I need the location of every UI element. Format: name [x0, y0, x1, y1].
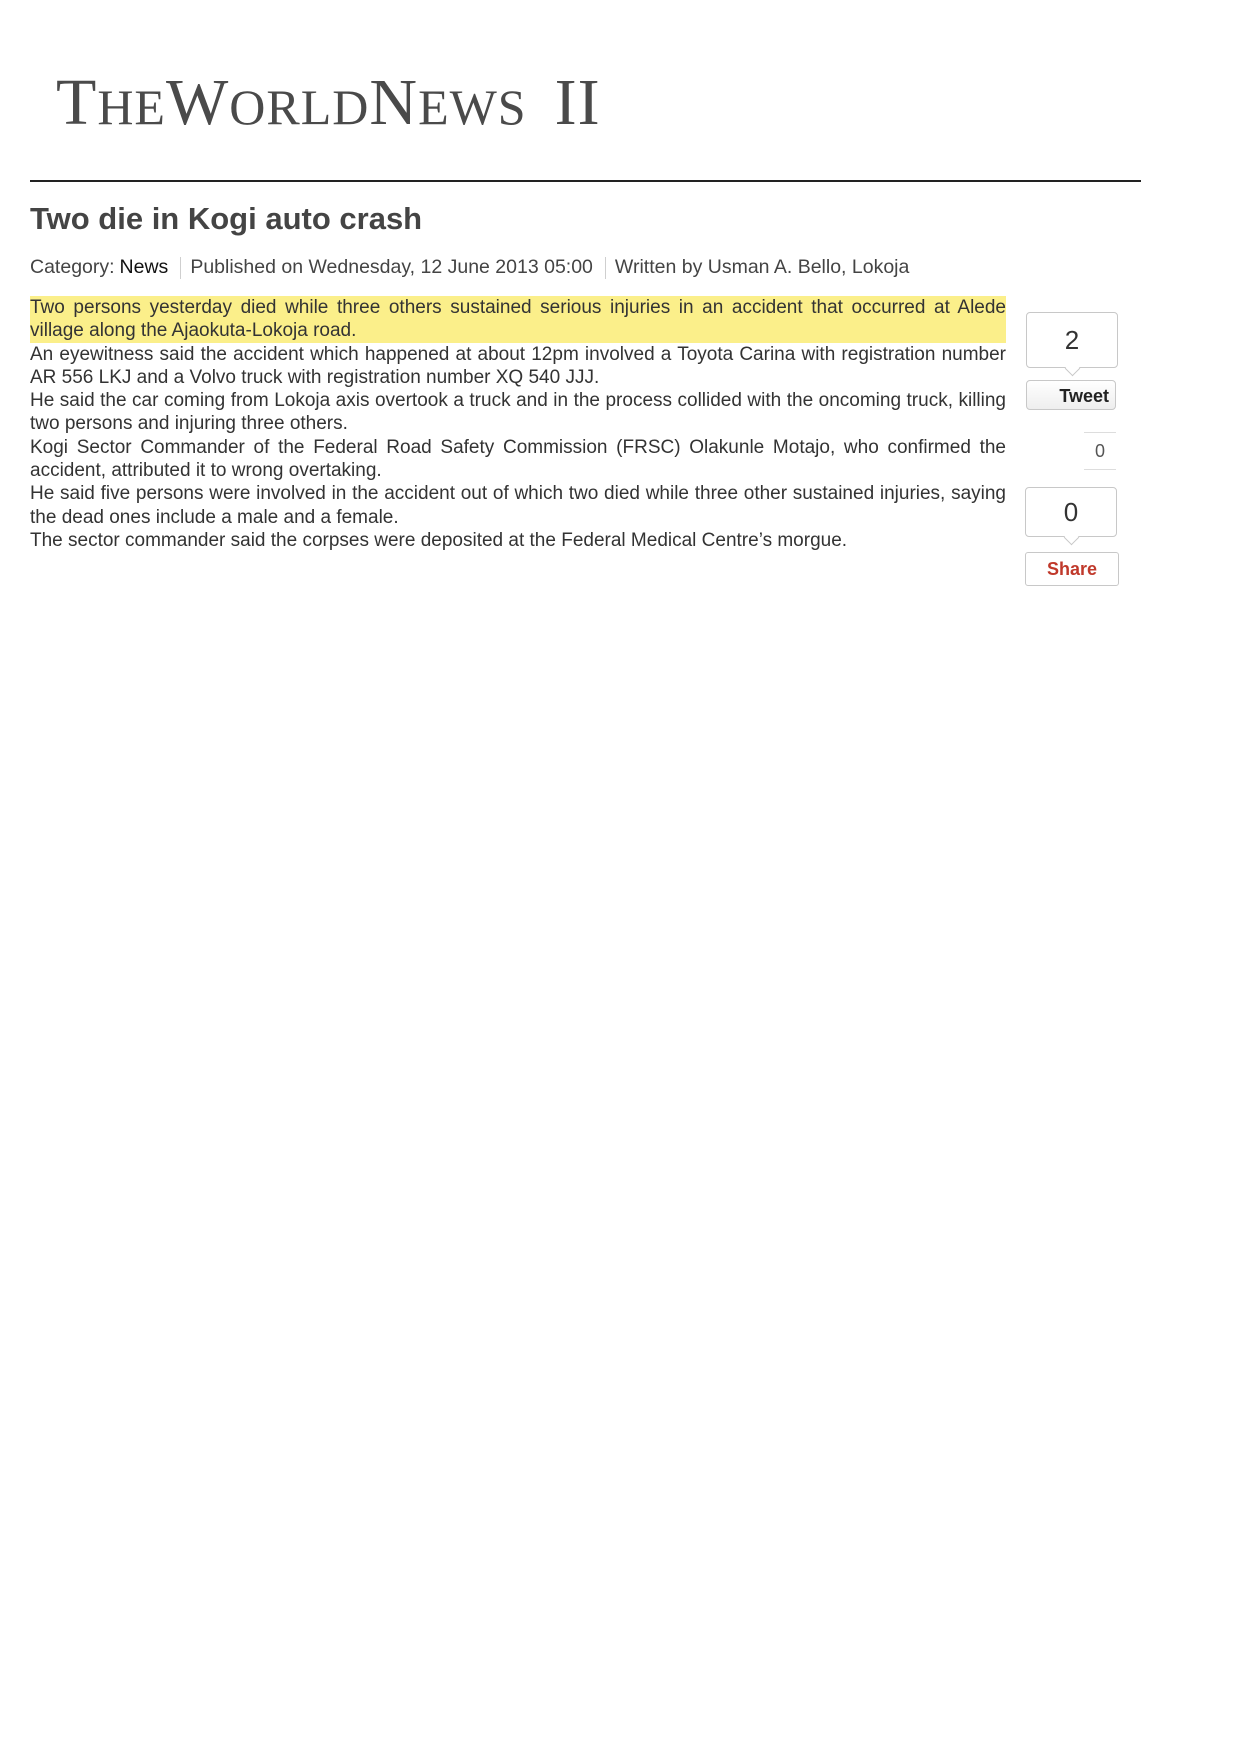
meta-separator [180, 257, 181, 279]
article-paragraph: The sector commander said the corpses were deposited at the Federal Medical Centre’s morgue. [30, 529, 848, 551]
share-count: 0 [1025, 487, 1117, 537]
article-paragraph: He said the car coming from Lokoja axis overtook a truck and in the process collided with the oncoming truck, killing two persons and injuring three others. [30, 390, 1006, 435]
header-divider [30, 180, 1141, 182]
site-masthead [56, 66, 601, 139]
article-paragraph: An eyewitness said the accident which happened at about 12pm involved a Toyota Carina with registration number AR 556 LKJ and a Volvo truck with registration number XQ 540 JJJ. [30, 343, 1006, 388]
masthead-letter: HE [97, 79, 166, 135]
category-link[interactable]: News [119, 256, 169, 278]
article-title: Two die in Kogi auto crash [30, 201, 423, 236]
share-button[interactable]: Share [1025, 552, 1119, 586]
article-paragraph-lead: Two persons yesterday died while three others sustained serious injuries in an accident that occurred at Alede village along the Ajaokuta-Lokoja road. [30, 297, 1006, 342]
published-date: Published on Wednesday, 12 June 2013 05:00 [190, 256, 593, 278]
article-meta [30, 256, 909, 279]
article-paragraph: Kogi Sector Commander of the Federal Road Safety Commission (FRSC) Olakunle Motajo, who confirmed the accident, attributed it to wrong overtaking. [30, 436, 1006, 482]
plus-count: 0 [1084, 432, 1116, 470]
article-author: Written by Usman A. Bello, Lokoja [614, 256, 910, 278]
masthead-letter: ORLD [229, 79, 370, 135]
article-body [30, 296, 1006, 552]
masthead-letter: N [369, 66, 419, 139]
masthead-letter: W [165, 66, 230, 139]
article-paragraph: He said five persons were involved in the accident out of which two died while three other sustained injuries, saying the dead ones include a male and a female. [30, 483, 1006, 528]
tweet-count: 2 [1026, 312, 1118, 368]
category-label: Category: [30, 256, 115, 278]
masthead-letter: II [554, 66, 601, 139]
meta-separator [605, 257, 606, 279]
masthead-letter: EWS [418, 79, 527, 135]
masthead-letter: T [56, 66, 98, 139]
tweet-button[interactable]: Tweet [1026, 380, 1116, 410]
